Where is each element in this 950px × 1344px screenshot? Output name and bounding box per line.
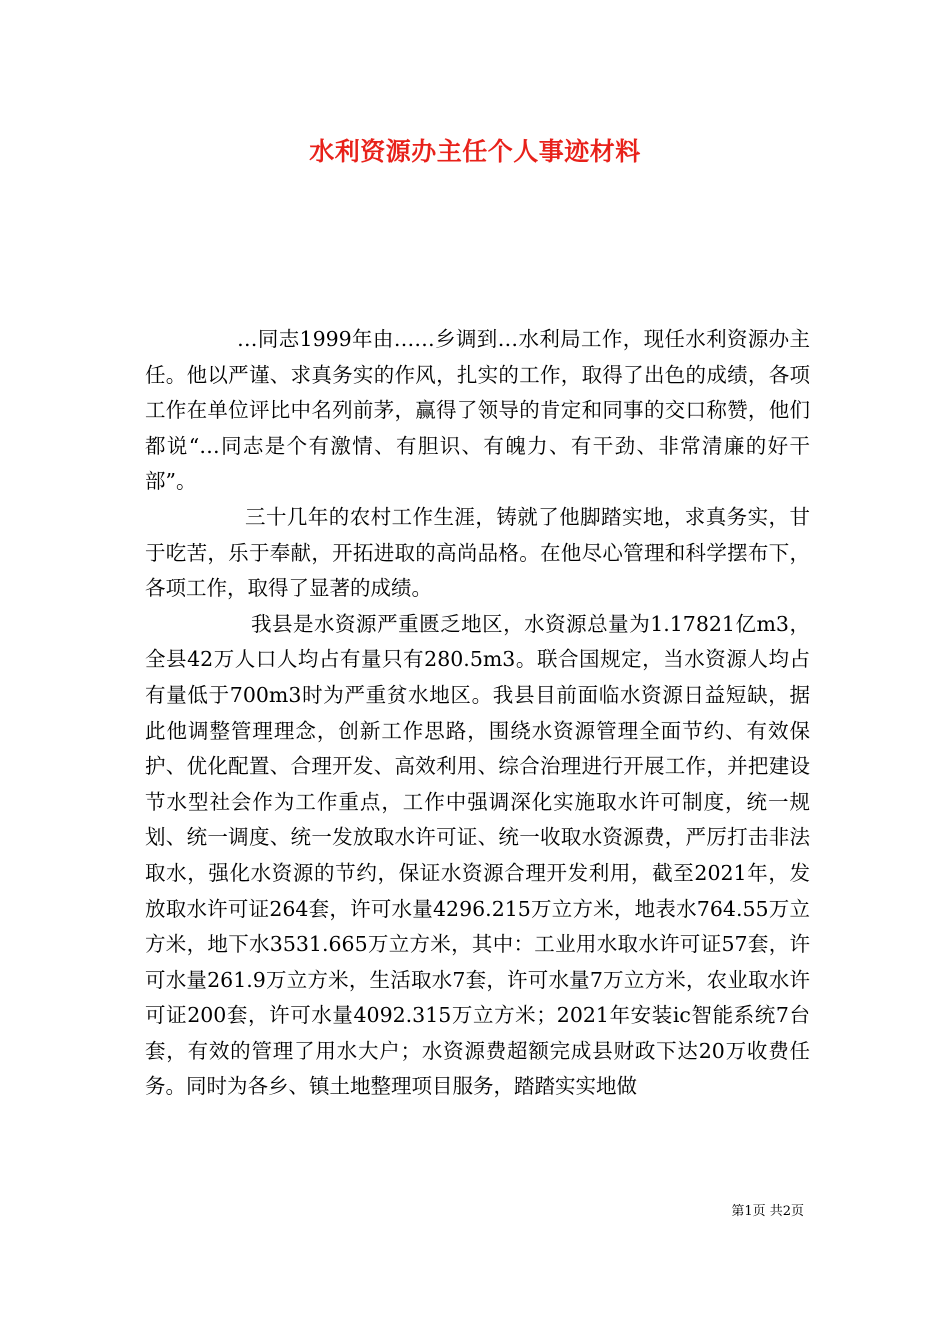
page-title: 水利资源办主任个人事迹材料 [309,137,641,166]
document-body [145,322,810,1105]
paragraph-1: …同志1999年由……乡调到…水利局工作，现任水利资源办主任。他以严谨、求真务实的作风，扎实的工作，取得了出色的成绩，各项工作在单位评比中名列前茅，赢得了领导的肯定和同事的交口称赞，他们都说“…同志是个有激情、有胆识、有魄力、有干劲、非常清廉的好干部”。 [145,327,810,494]
paragraph-3: 我县是水资源严重匮乏地区，水资源总量为1.17821亿m3，全县42万人口人均占有量只有280.5m3。联合国规定，当水资源人均占有量低于700m3时为严重贫水地区。我县目前面临水资源日益短缺，据此他调整管理理念，创新工作思路，围绕水资源管理全面节约、有效保护、优化配置、合理开发、高效利用、综合治理进行开展工作，并把建设节水型社会作为工作重点，工作中强调深化实施取水许可制度，统一规划、统一调度、统一发放取水许可证、统一收取水资源费，严厉打击非法取水，强化水资源的节约，保证水资源合理开发利用，截至2021年，发放取水许可证264套，许可水量4296.215万立方米，地表水764.55万立方米，地下水3531.665万立方米，其中：工业用水取水许可证57套，许可水量261.9万立方米，生活取水7套，许可水量7万立方米，农业取水许可证200套，许可水量4092.315万立方米；2021年安装ic智能系统7台套，有效的管理了用水大户；水资源费超额完成县财政下达20万收费任务。同时为各乡、镇土地整理项目服务，踏踏实实地做 [145,611,810,1099]
page-number: 第1页 共2页 [731,1204,804,1219]
paragraph-2: 三十几年的农村工作生涯，铸就了他脚踏实地，求真务实，甘于吃苦，乐于奉献，开拓进取的高尚品格。在他尽心管理和科学摆布下，各项工作，取得了显著的成绩。 [145,504,810,601]
